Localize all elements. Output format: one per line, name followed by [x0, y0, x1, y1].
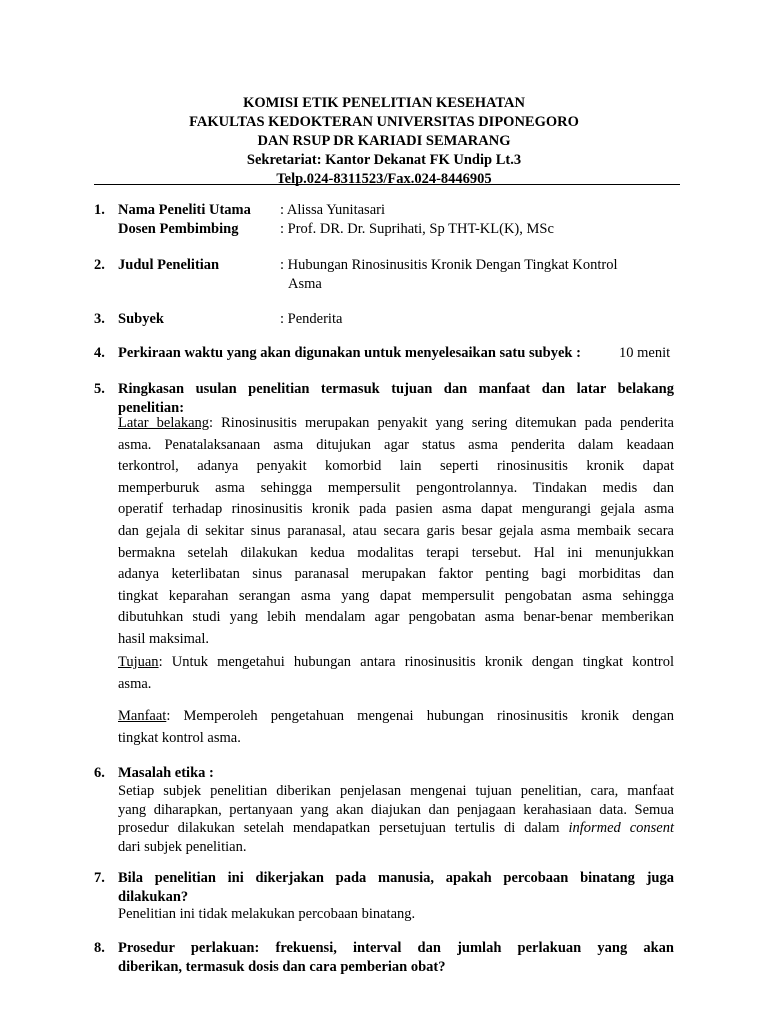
- item-2-number: 2.: [94, 257, 105, 273]
- benefit-paragraph: [118, 706, 674, 749]
- item-1-number: 1.: [94, 202, 105, 218]
- item-4-value: 10 menit: [619, 345, 671, 361]
- item-7-number: 7.: [94, 870, 105, 886]
- background-line: operatif terhadap rinosinusitis kronik pada pasien asma dapat mengurangi gejala asma: [118, 501, 674, 518]
- item-1-value-supervisor: : Prof. DR. Dr. Suprihati, Sp THT-KL(K), MSc: [280, 221, 554, 237]
- objective-line: asma.: [118, 675, 152, 692]
- background-paragraph: [118, 413, 674, 651]
- item-3-value: : Penderita: [280, 311, 343, 327]
- background-line: bermakna setelah dilakukan kedua modalitas terapi tersebut. Hal ini menunjukkan: [118, 544, 674, 561]
- background-line: terkontrol, adanya penyakit komorbid lain seperti rinosinusitis kronik dapat: [118, 458, 674, 475]
- item-2-value-line-2: Asma: [288, 276, 322, 292]
- item-5-heading-line-2: penelitian:: [118, 399, 185, 416]
- header-committee: KOMISI ETIK PENELITIAN KESEHATAN: [243, 95, 525, 111]
- header-secretariat: Sekretariat: Kantor Dekanat FK Undip Lt.3: [246, 152, 522, 168]
- header-contact: Telp.024-8311523/Fax.024-8446905: [276, 171, 492, 187]
- benefit-line: tingkat kontrol asma.: [118, 729, 241, 746]
- ethics-paragraph: [118, 782, 674, 856]
- item-6-heading: Masalah etika :: [118, 765, 214, 781]
- item-8-number: 8.: [94, 940, 105, 956]
- item-7-heading-line-2: dilakukan?: [118, 888, 189, 905]
- item-4-number: 4.: [94, 345, 105, 361]
- ethics-line: yang diharapkan, pertanyaan yang akan diajukan dan penjagaan kerahasiaan data. Semua: [118, 801, 674, 818]
- benefit-line: : Memperoleh pengetahuan mengenai hubungan rinosinusitis kronik dengan: [166, 708, 674, 724]
- item-3-label: Subyek: [118, 311, 164, 327]
- header-faculty: FAKULTAS KEDOKTERAN UNIVERSITAS DIPONEGORO: [189, 114, 579, 130]
- background-line: hasil maksimal.: [118, 630, 210, 647]
- item-5-number: 5.: [94, 381, 105, 397]
- item-6-number: 6.: [94, 765, 105, 781]
- item-7-heading-line-1: Bila penelitian ini dikerjakan pada manusia, apakah percobaan binatang juga: [118, 870, 674, 886]
- objective-line: : Untuk mengetahui hubungan antara rinosinusitis kronik dengan tingkat kontrol: [158, 654, 674, 670]
- item-7-heading: [118, 869, 674, 906]
- item-5-heading-line-1: Ringkasan usulan penelitian termasuk tujuan dan manfaat dan latar belakang: [118, 381, 674, 397]
- background-line: asma. Penatalaksanaan asma ditujukan agar status asma penderita dalam keadaan: [118, 436, 674, 453]
- item-8-heading-line-1: Prosedur perlakuan: frekuensi, interval dan jumlah perlakuan yang akan: [118, 940, 674, 956]
- item-4-label: Perkiraan waktu yang akan digunakan untuk menyelesaikan satu subyek :: [118, 345, 581, 361]
- background-line: dan gejala di sekitar sinus paranasal, atau secara garis besar gejala asma membaik secara: [118, 522, 674, 539]
- item-1-label-supervisor: Dosen Pembimbing: [118, 221, 239, 237]
- informed-consent-term: informed consent: [568, 820, 674, 836]
- background-line: tingkat keparahan serangan asma yang dapat mempersulit pengobatan asma sehingga: [118, 587, 674, 604]
- letterhead: [0, 94, 768, 189]
- background-line: adanya keterlibatan sinus paranasal merupakan faktor penting bagi morbiditas dan: [118, 566, 674, 583]
- header-hospital: DAN RSUP DR KARIADI SEMARANG: [257, 133, 511, 149]
- item-5-heading: [118, 380, 674, 417]
- item-8-heading: [118, 939, 674, 976]
- objective-label: Tujuan: [118, 654, 159, 670]
- background-line: memperburuk asma sehingga mempersulit pengontrolannya. Tindakan medis dan: [118, 479, 674, 496]
- item-8-heading-line-2: diberikan, termasuk dosis dan cara pemberian obat?: [118, 958, 446, 975]
- header-divider: [94, 184, 680, 185]
- item-7-answer: Penelitian ini tidak melakukan percobaan binatang.: [118, 906, 416, 922]
- ethics-line: dari subjek penelitian.: [118, 838, 247, 855]
- background-label: Latar belakang: [118, 415, 210, 431]
- item-2-value-line-1: : Hubungan Rinosinusitis Kronik Dengan Tingkat Kontrol: [280, 257, 618, 273]
- background-line: : Rinosinusitis merupakan penyakit yang sering ditemukan pada penderita: [209, 415, 674, 431]
- item-1-value-researcher: : Alissa Yunitasari: [280, 202, 385, 218]
- item-2-label: Judul Penelitian: [118, 257, 220, 273]
- ethics-line: Setiap subjek penelitian diberikan penjelasan mengenai tujuan penelitian, cara, manfaat: [118, 783, 674, 799]
- background-line: dibutuhkan studi yang lebih mendalam agar pengobatan asma benar-benar memberikan: [118, 609, 674, 626]
- benefit-label: Manfaat: [118, 708, 167, 724]
- item-1-label-researcher: Nama Peneliti Utama: [118, 202, 251, 218]
- item-3-number: 3.: [94, 311, 105, 327]
- ethics-line: prosedur dilakukan setelah mendapatkan persetujuan tertulis di dalam: [118, 820, 560, 836]
- objective-paragraph: [118, 652, 674, 695]
